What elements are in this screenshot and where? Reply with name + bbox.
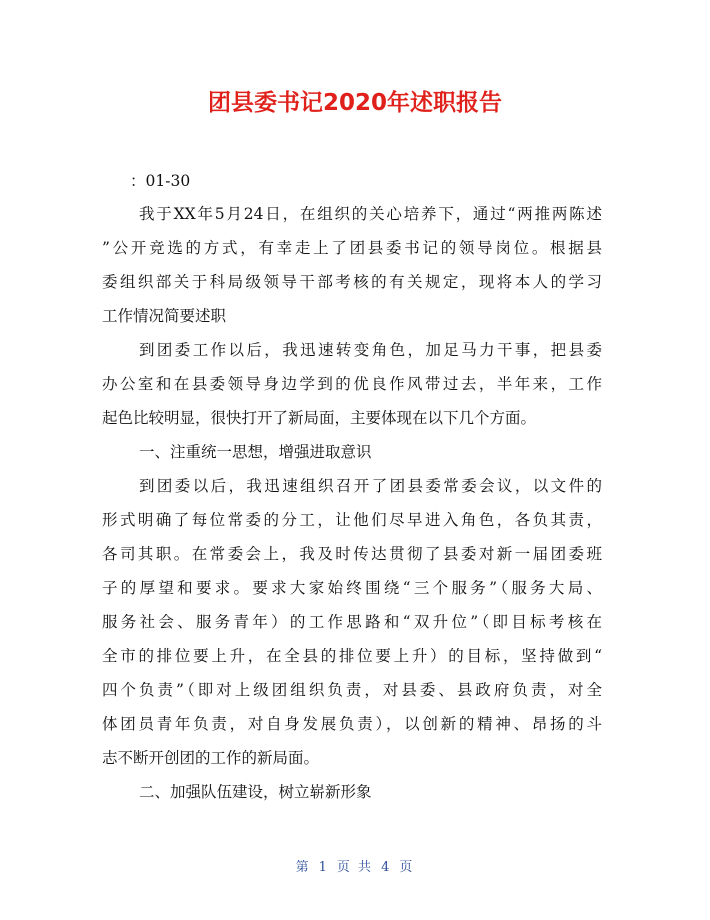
footer-middle: 页 共	[336, 860, 374, 875]
text-line: 全市的排位要上升，在全县的排位要上升）的目标，坚持做到“	[102, 647, 602, 665]
text-line: 志不断开创团的工作的新局面。	[102, 749, 320, 767]
text-line: 各司其职。在常委会上，我及时传达贯彻了县委对新一届团委班	[102, 545, 602, 563]
date-line: ：01-30	[130, 172, 191, 190]
text-line: 体团员青年负责，对自身发展负责），以创新的精神、昂扬的斗	[102, 715, 602, 733]
section-heading	[102, 775, 602, 809]
document-title: 团县委书记2020年述职报告	[207, 90, 502, 116]
text-line: 工作情况简要述职	[102, 307, 227, 325]
footer-total-pages: 4	[381, 860, 392, 875]
text-line: 服务社会、服务青年）的工作思路和“双升位”（即目标考核在	[102, 613, 602, 631]
text-line: 委组织部关于科局级领导干部考核的有关规定，现将本人的学习	[102, 273, 602, 291]
text-line: 起色比较明显，很快打开了新局面，主要体现在以下几个方面。	[102, 409, 537, 427]
text-line: 子的厚望和要求。要求大家始终围绕“三个服务”（服务大局、	[102, 579, 602, 597]
footer-suffix: 页	[399, 860, 415, 875]
text-line: 办公室和在县委领导身边学到的优良作风带过去，半年来，工作	[102, 375, 602, 393]
text-line: 二、加强队伍建设，树立崭新形象	[139, 783, 372, 801]
text-line: 形式明确了每位常委的分工，让他们尽早进入角色，各负其责，	[102, 511, 602, 529]
text-line: 到团委工作以后，我迅速转变角色，加足马力干事，把县委	[139, 341, 602, 359]
text-line: 一、注重统一思想，增强进取意识	[139, 443, 372, 461]
text-line: 到团委以后，我迅速组织召开了团县委常委会议，以文件的	[139, 477, 602, 495]
footer-prefix: 第	[295, 860, 311, 875]
text-line: ”公开竞选的方式，有幸走上了团县委书记的领导岗位。根据县	[102, 239, 602, 257]
paragraph	[102, 197, 602, 333]
paragraph	[102, 469, 602, 775]
section-heading	[102, 435, 602, 469]
text-line: 我于XX年5月24日，在组织的关心培养下，通过“两推两陈述	[139, 205, 602, 223]
footer-page-number: 1	[318, 860, 329, 875]
paragraph	[102, 333, 602, 435]
page-footer	[0, 856, 710, 875]
document-body	[102, 165, 602, 809]
text-line: 四个负责”（即对上级团组织负责，对县委、县政府负责，对全	[102, 681, 602, 699]
